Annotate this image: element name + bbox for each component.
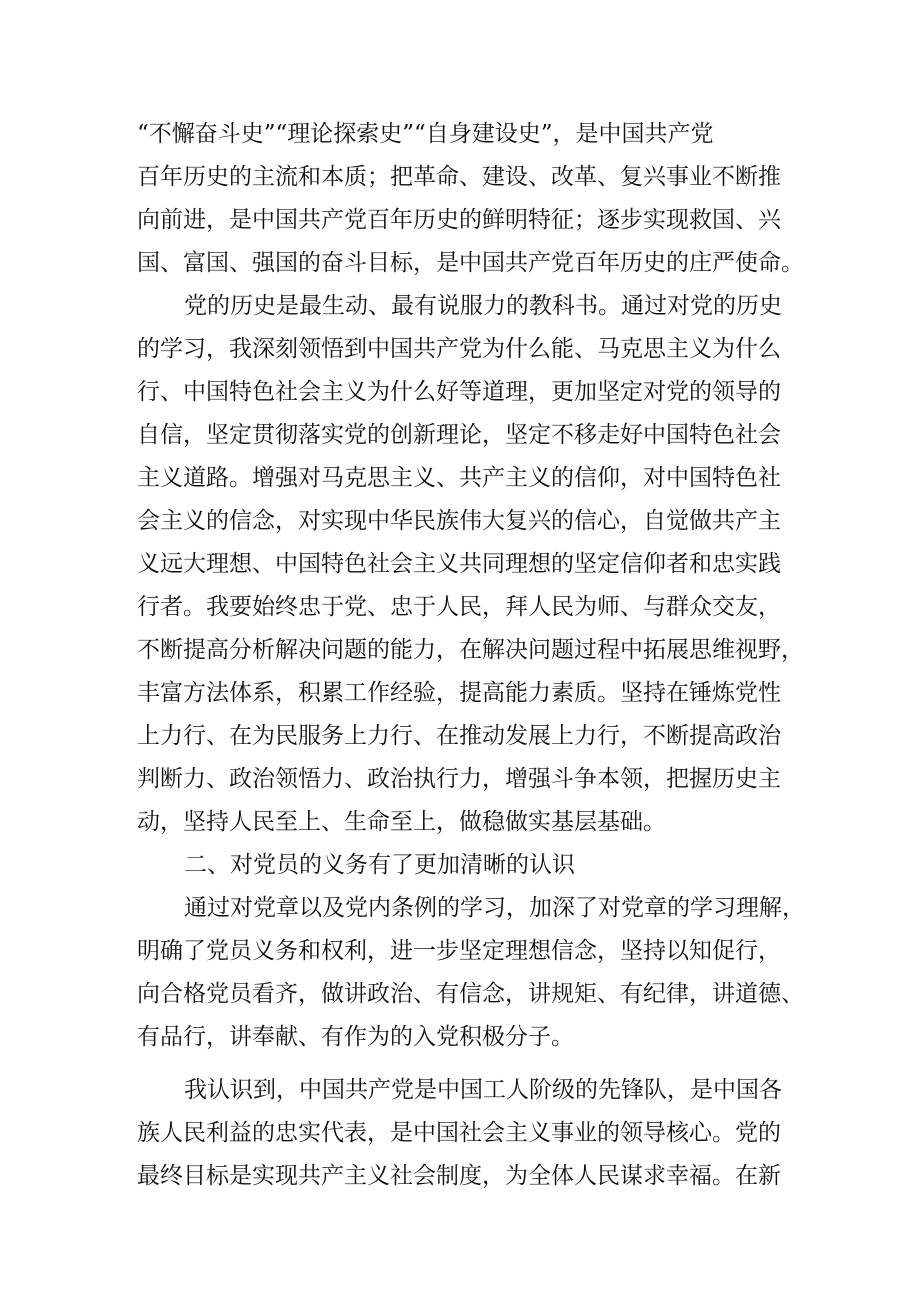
text-line: 我认识到，中国共产党是中国工人阶级的先锋队，是中国各 <box>184 1077 782 1103</box>
section-heading: 二、对党员的义务有了更加清晰的认识 <box>184 852 575 878</box>
text-line: 最终目标是实现共产主义社会制度，为全体人民谋求幸福。在新 <box>137 1163 781 1189</box>
text-line: 行者。我要始终忠于党、忠于人民，拜人民为师、与群众交友， <box>137 594 781 620</box>
text-line: 行、中国特色社会主义为什么好等道理，更加坚定对党的领导的 <box>137 379 781 405</box>
text-line: 自信，坚定贯彻落实党的创新理论，坚定不移走好中国特色社会 <box>137 422 781 448</box>
text-line: 丰富方法体系，积累工作经验，提高能力素质。坚持在锤炼党性 <box>137 680 781 706</box>
text-line: 百年历史的主流和本质；把革命、建设、改革、复兴事业不断推 <box>137 164 781 190</box>
text-line: “不懈奋斗史”“理论探索史”“自身建设史”，是中国共产党 <box>137 121 714 147</box>
text-line: 的学习，我深刻领悟到中国共产党为什么能、马克思主义为什么 <box>137 336 781 362</box>
text-line: 党的历史是最生动、最有说服力的教科书。通过对党的历史 <box>184 293 782 319</box>
text-line: 上力行、在为民服务上力行、在推动发展上力行，不断提高政治 <box>137 723 781 749</box>
text-line: 不断提高分析解决问题的能力，在解决问题过程中拓展思维视野， <box>137 637 804 663</box>
text-line: 动，坚持人民至上、生命至上，做稳做实基层基础。 <box>137 809 666 835</box>
text-line: 国、富国、强国的奋斗目标，是中国共产党百年历史的庄严使命。 <box>137 250 804 276</box>
text-line: 向合格党员看齐，做讲政治、有信念，讲规矩、有纪律，讲道德、 <box>137 981 804 1007</box>
text-line: 有品行，讲奉献、有作为的入党积极分子。 <box>137 1024 574 1050</box>
text-line: 判断力、政治领悟力、政治执行力，增强斗争本领，把握历史主 <box>137 766 781 792</box>
text-line: 通过对党章以及党内条例的学习，加深了对党章的学习理解， <box>184 895 805 921</box>
text-line: 明确了党员义务和权利，进一步坚定理想信念，坚持以知促行， <box>137 938 781 964</box>
text-line: 向前进，是中国共产党百年历史的鲜明特征；逐步实现救国、兴 <box>137 207 781 233</box>
text-line: 会主义的信念，对实现中华民族伟大复兴的信心，自觉做共产主 <box>137 508 781 534</box>
text-line: 族人民利益的忠实代表，是中国社会主义事业的领导核心。党的 <box>137 1120 781 1146</box>
text-line: 义远大理想、中国特色社会主义共同理想的坚定信仰者和忠实践 <box>137 551 781 577</box>
text-line: 主义道路。增强对马克思主义、共产主义的信仰，对中国特色社 <box>137 465 781 491</box>
